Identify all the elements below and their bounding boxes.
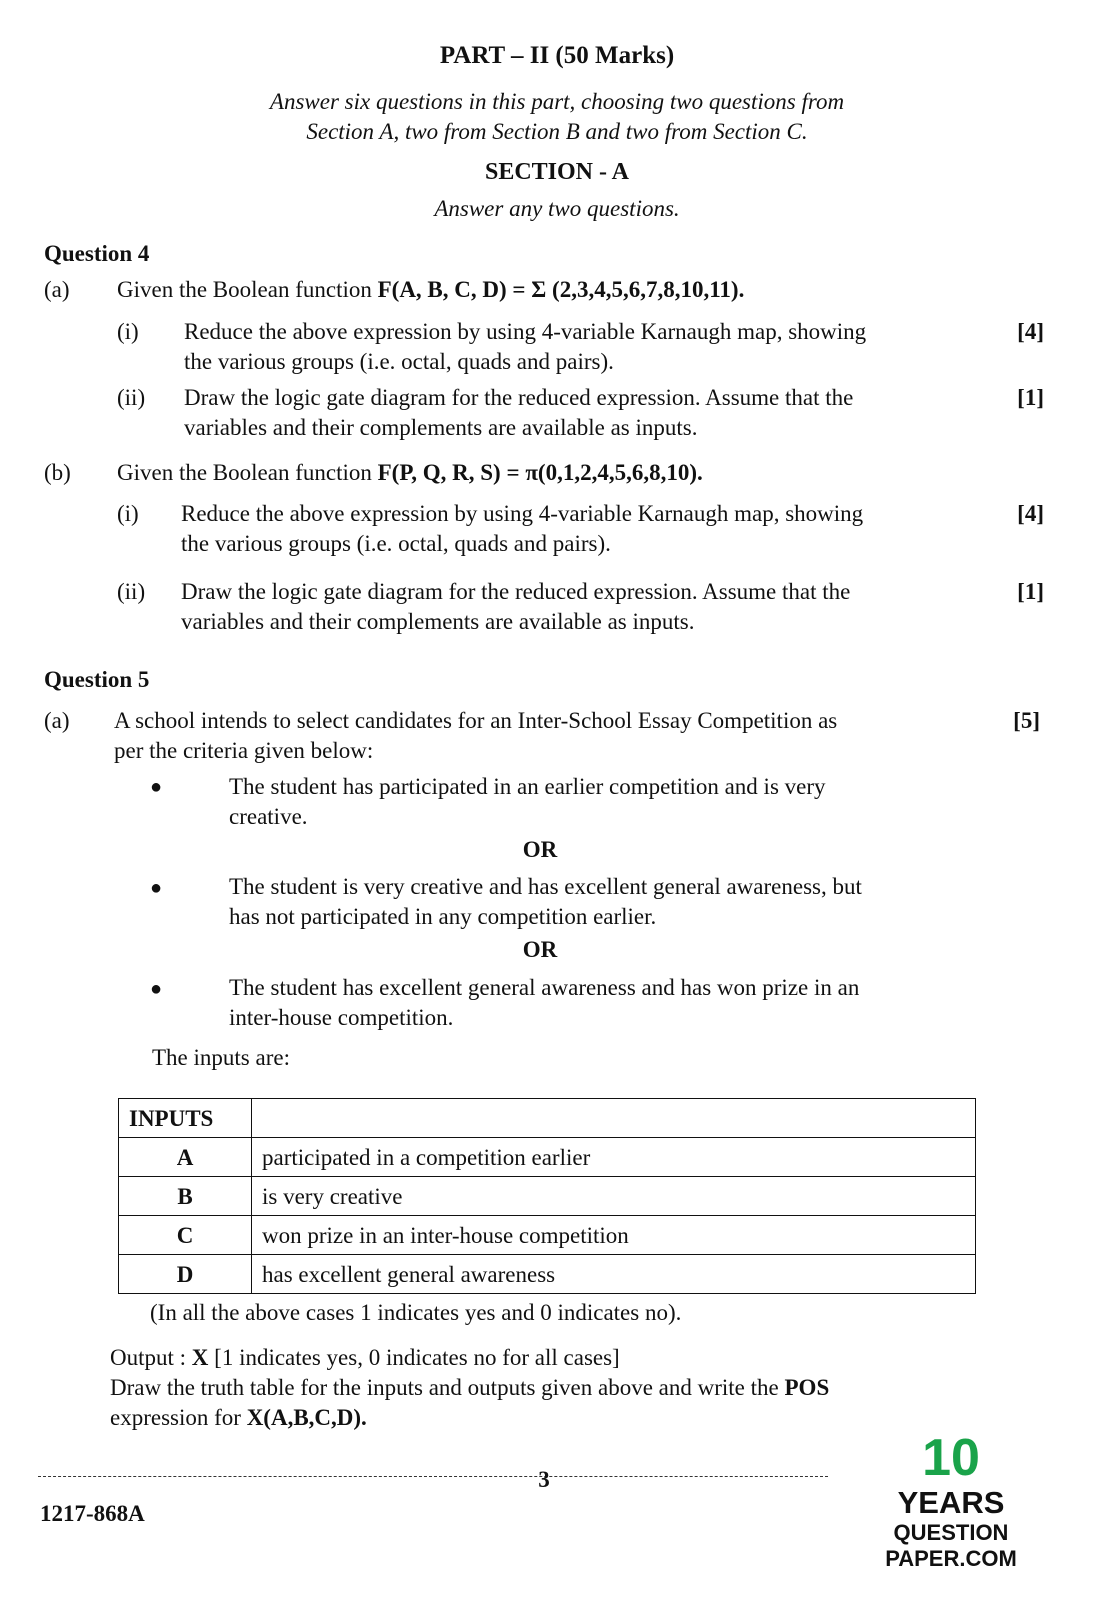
criterion-2-line1: The student is very creative and has excellent general awareness, but xyxy=(229,874,862,899)
q4b-ii-line2: variables and their complements are available as inputs. xyxy=(181,609,695,634)
q4a-expression: F(A, B, C, D) = Σ (2,3,4,5,6,7,8,10,11). xyxy=(377,277,745,302)
cases-note: (In all the above cases 1 indicates yes and 0 indicates no). xyxy=(150,1300,682,1325)
draw-line-2 xyxy=(110,1402,367,1433)
watermark-logo xyxy=(826,1430,1076,1572)
or-separator-2: OR xyxy=(522,937,558,962)
table-row xyxy=(119,1255,976,1294)
q4b-expression: F(P, Q, R, S) = π(0,1,2,4,5,6,8,10). xyxy=(377,460,703,485)
bullet-icon: ● xyxy=(150,877,163,899)
q4a-ii-line2: variables and their complements are available as inputs. xyxy=(184,415,698,440)
bullet-icon: ● xyxy=(150,978,163,1000)
input-description: participated in a competition earlier xyxy=(252,1138,976,1177)
table-header-row xyxy=(119,1099,976,1138)
input-key: C xyxy=(119,1216,252,1255)
or-separator-1: OR xyxy=(522,837,558,862)
q5a-marks: [5] xyxy=(1013,708,1040,733)
q4a-label: (a) xyxy=(44,277,70,302)
input-description: won prize in an inter-house competition xyxy=(252,1216,976,1255)
q4b-text xyxy=(117,457,703,488)
table-header-blank xyxy=(252,1099,976,1138)
draw-line-2-expression: X(A,B,C,D). xyxy=(246,1405,367,1430)
q4b-i-line1: Reduce the above expression by using 4-variable Karnaugh map, showing xyxy=(181,501,864,526)
draw-line-2-text: expression for xyxy=(110,1405,241,1430)
output-variable: X xyxy=(191,1345,209,1370)
input-key: D xyxy=(119,1255,252,1294)
input-key: B xyxy=(119,1177,252,1216)
draw-line-1-pos: POS xyxy=(784,1375,830,1400)
section-instruction: Answer any two questions. xyxy=(434,196,680,221)
inputs-table xyxy=(118,1098,976,1294)
input-description: is very creative xyxy=(252,1177,976,1216)
table-header-inputs: INPUTS xyxy=(119,1099,252,1138)
q4b-intro: Given the Boolean function xyxy=(117,460,372,485)
q4a-intro: Given the Boolean function xyxy=(117,277,372,302)
q4b-i-marks: [4] xyxy=(1017,501,1044,526)
section-title: SECTION - A xyxy=(484,159,630,185)
question-4-title: Question 4 xyxy=(44,241,150,266)
instruction-line-2: Section A, two from Section B and two from Section C. xyxy=(306,119,808,144)
criterion-3-line2: inter-house competition. xyxy=(229,1005,454,1030)
q4b-ii-line1: Draw the logic gate diagram for the reduced expression. Assume that the xyxy=(181,579,851,604)
q4a-ii-label: (ii) xyxy=(117,385,146,410)
output-label: Output : xyxy=(110,1345,187,1370)
q4a-i-marks: [4] xyxy=(1017,319,1044,344)
criterion-1-line1: The student has participated in an earlier competition and is very xyxy=(229,774,826,799)
part-title: PART – II (50 Marks) xyxy=(439,42,675,69)
q4a-i-line1: Reduce the above expression by using 4-variable Karnaugh map, showing xyxy=(184,319,867,344)
criterion-1-line2: creative. xyxy=(229,804,308,829)
instruction-line-1: Answer six questions in this part, choosing two questions from xyxy=(269,89,845,114)
draw-line-1 xyxy=(110,1372,829,1403)
watermark-site: QUESTION PAPER.COM xyxy=(885,1520,1017,1571)
watermark-years: YEARS xyxy=(897,1485,1005,1520)
output-line xyxy=(110,1342,620,1373)
input-key: A xyxy=(119,1138,252,1177)
input-description: has excellent general awareness xyxy=(252,1255,976,1294)
q4a-text xyxy=(117,274,744,305)
table-row xyxy=(119,1216,976,1255)
watermark-number: 10 xyxy=(922,1429,980,1487)
q4a-i-line2: the various groups (i.e. octal, quads and pairs). xyxy=(184,349,614,374)
q4a-ii-marks: [1] xyxy=(1017,385,1044,410)
q4b-i-label: (i) xyxy=(117,501,139,526)
footer-divider xyxy=(38,1476,828,1477)
bullet-icon: ● xyxy=(150,776,163,798)
q4a-ii-line1: Draw the logic gate diagram for the reduced expression. Assume that the xyxy=(184,385,854,410)
q5a-line1: A school intends to select candidates for an Inter-School Essay Competition as xyxy=(114,708,838,733)
criterion-2-line2: has not participated in any competition earlier. xyxy=(229,904,657,929)
inputs-intro: The inputs are: xyxy=(152,1045,290,1070)
q5a-label: (a) xyxy=(44,708,70,733)
criterion-3-line1: The student has excellent general awareness and has won prize in an xyxy=(229,975,860,1000)
page-number: 3 xyxy=(538,1467,550,1492)
draw-line-1-text: Draw the truth table for the inputs and outputs given above and write the xyxy=(110,1375,779,1400)
table-row xyxy=(119,1177,976,1216)
q5a-line2: per the criteria given below: xyxy=(114,738,374,763)
q4b-ii-label: (ii) xyxy=(117,579,146,604)
table-row xyxy=(119,1138,976,1177)
paper-code: 1217-868A xyxy=(40,1501,145,1526)
q4a-i-label: (i) xyxy=(117,319,139,344)
q4b-label: (b) xyxy=(44,460,71,485)
question-5-title: Question 5 xyxy=(44,667,150,692)
q4b-ii-marks: [1] xyxy=(1017,579,1044,604)
output-description: [1 indicates yes, 0 indicates no for all cases] xyxy=(214,1345,620,1370)
q4b-i-line2: the various groups (i.e. octal, quads and pairs). xyxy=(181,531,611,556)
